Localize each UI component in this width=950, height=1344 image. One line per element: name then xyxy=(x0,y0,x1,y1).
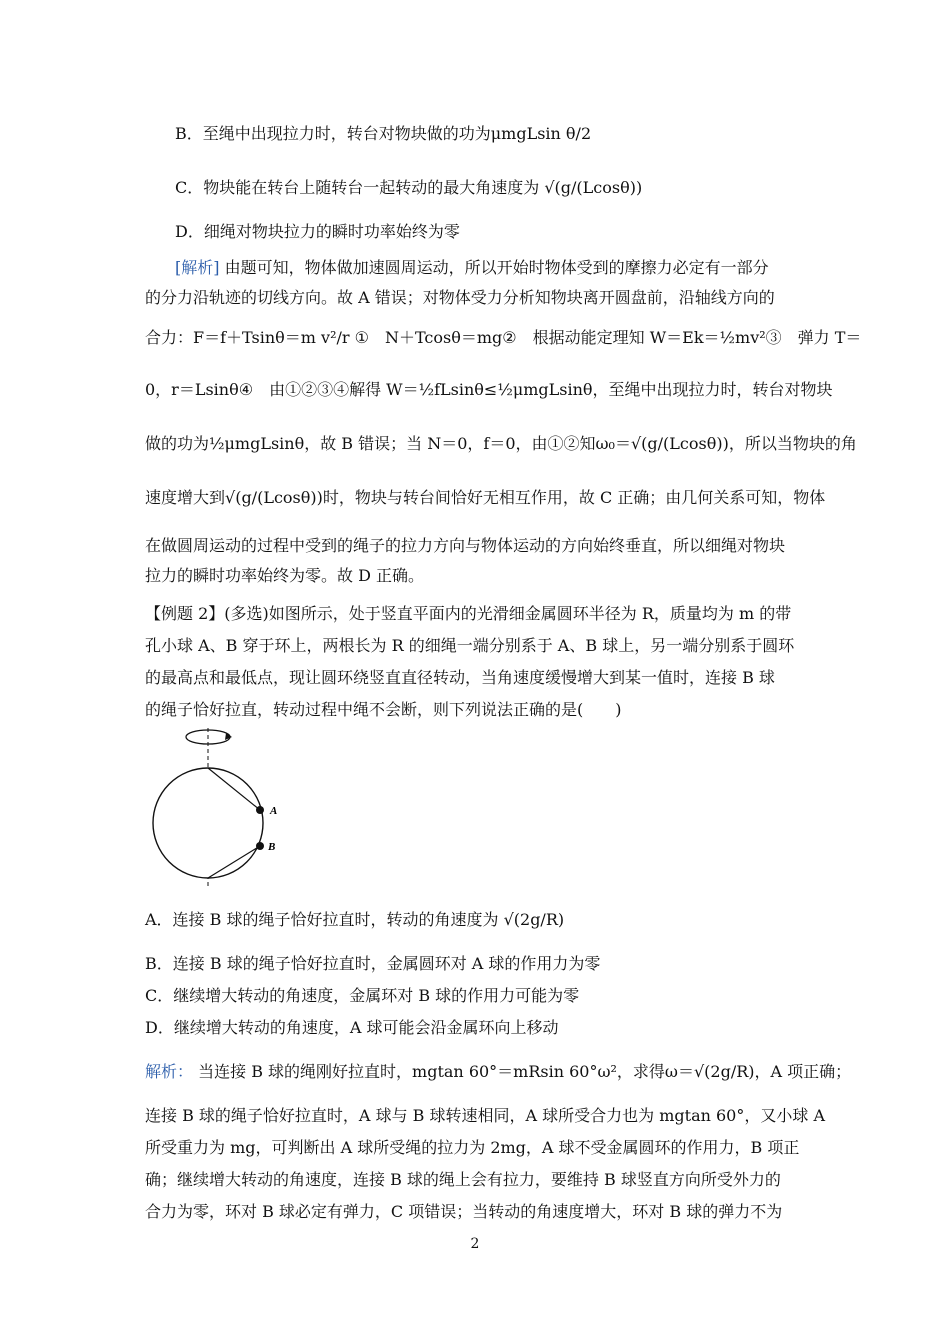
analysis-line: 速度增大到√(g/(Lcosθ))时，物块与转台间恰好无相互作用，故 C 正确；由几何关系可知，物体 xyxy=(145,488,826,507)
analysis-line: 合力：F＝f＋Tsinθ＝m v²/r ① N＋Tcosθ＝mg② 根据动能定理知 W＝Ek＝½mv²③ 弹力 T＝ xyxy=(145,328,862,347)
option-c: C．继续增大转动的角速度，金属环对 B 球的作用力可能为零 xyxy=(145,986,580,1005)
option-c-prev: C．物块能在转台上随转台一起转动的最大角速度为 √(g/(Lcosθ)) xyxy=(175,178,643,197)
option-b-prev: B．至绳中出现拉力时，转台对物块做的功为μmgLsin θ/2 xyxy=(175,124,592,143)
analysis-line: 的分力沿轨迹的切线方向。故 A 错误；对物体受力分析知物块离开圆盘前，沿轴线方向的 xyxy=(145,288,775,307)
analysis-line: 合力为零，环对 B 球必定有弹力，C 项错误；当转动的角速度增大，环对 B 球的弹力不为 xyxy=(145,1202,783,1221)
analysis-line: 在做圆周运动的过程中受到的绳子的拉力方向与物体运动的方向始终垂直，所以细绳对物块 xyxy=(145,536,786,555)
option-a: A．连接 B 球的绳子恰好拉直时，转动的角速度为 √(2g/R) xyxy=(145,910,565,929)
ring-diagram xyxy=(140,728,300,888)
example-line: 【例题 2】(多选)如图所示，处于竖直平面内的光滑细金属圆环半径为 R，质量均为 m 的带 xyxy=(145,604,792,623)
option-d-prev: D．细绳对物块拉力的瞬时功率始终为零 xyxy=(175,222,460,241)
ball-a xyxy=(256,806,264,814)
example-line: 的绳子恰好拉直，转动过程中绳不会断，则下列说法正确的是( ) xyxy=(145,700,622,719)
option-d: D．继续增大转动的角速度，A 球可能会沿金属环向上移动 xyxy=(145,1018,559,1037)
analysis-tag: [解析] xyxy=(175,258,220,277)
analysis-line: 所受重力为 mg，可判断出 A 球所受绳的拉力为 2mg，A 球不受金属圆环的作用力，B 项正 xyxy=(145,1138,800,1157)
analysis-tag: 解析： xyxy=(145,1062,194,1081)
metal-ring xyxy=(153,768,263,878)
page-number: 2 xyxy=(470,1236,480,1252)
ball-b xyxy=(256,842,264,850)
option-b: B．连接 B 球的绳子恰好拉直时，金属圆环对 A 球的作用力为零 xyxy=(145,954,601,973)
analysis-line: 0，r＝Lsinθ④ 由①②③④解得 W＝½fLsinθ≤½μmgLsinθ，至绳中出现拉力时，转台对物块 xyxy=(145,380,833,399)
example-line: 的最高点和最低点，现让圆环绕竖直直径转动，当角速度缓慢增大到某一值时，连接 B 球 xyxy=(145,668,775,687)
label-b: B xyxy=(268,841,276,853)
analysis-line: 拉力的瞬时功率始终为零。故 D 正确。 xyxy=(145,566,425,585)
example-line: 孔小球 A、B 穿于环上，两根长为 R 的细绳一端分别系于 A、B 球上，另一端分别系于圆环 xyxy=(145,636,795,655)
label-a: A xyxy=(270,805,278,817)
analysis-line: 连接 B 球的绳子恰好拉直时，A 球与 B 球转速相同，A 球所受合力也为 mgtan 60°，又小球 A xyxy=(145,1106,826,1125)
analysis-line: 当连接 B 球的绳刚好拉直时，mgtan 60°＝mRsin 60°ω²，求得ω＝√(2g/R)，A 项正确； xyxy=(198,1062,852,1081)
analysis-line: 由题可知，物体做加速圆周运动，所以开始时物体受到的摩擦力必定有一部分 xyxy=(224,258,769,277)
analysis-line: 做的功为½μmgLsinθ，故 B 错误；当 N＝0，f＝0，由①②知ω₀＝√(g/(Lcosθ))，所以当物块的角 xyxy=(145,434,857,453)
analysis-line: 确；继续增大转动的角速度，连接 B 球的绳上会有拉力，要维持 B 球竖直方向所受外力的 xyxy=(145,1170,781,1189)
